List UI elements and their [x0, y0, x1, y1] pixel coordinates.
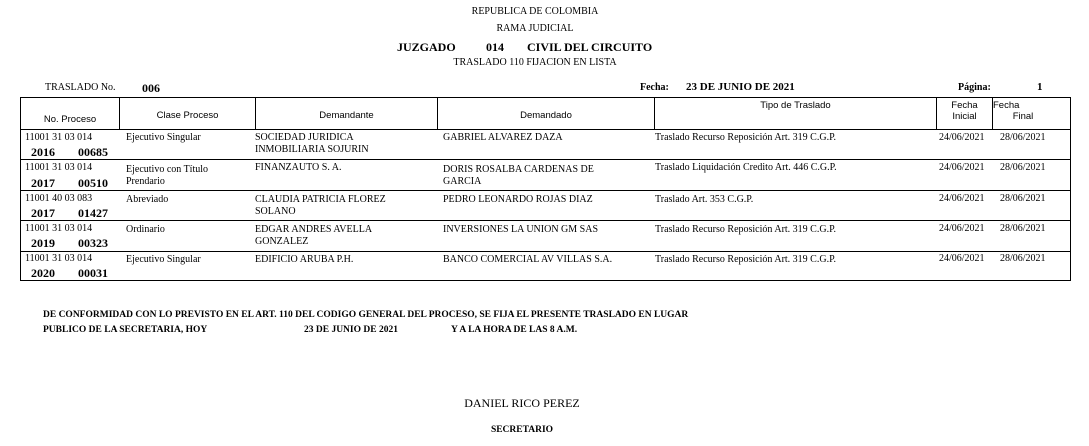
signer-name: DANIEL RICO PEREZ — [464, 396, 580, 410]
header-subtitle: TRASLADO 110 FIJACION EN LISTA — [453, 57, 617, 68]
pagina-value: 1 — [1037, 81, 1043, 93]
row-demandado: PEDRO LEONARDO ROJAS DIAZ — [443, 194, 593, 205]
publico-text: PUBLICO DE LA SECRETARIA, HOY — [43, 325, 208, 335]
header-fecha-final-2: Final — [1012, 111, 1034, 122]
row-year: 2020 — [31, 266, 55, 280]
juzgado-type: CIVIL DEL CIRCUITO — [527, 40, 653, 54]
row-fecha-inicial: 24/06/2021 — [939, 162, 985, 173]
traslado-table — [20, 97, 1071, 281]
juzgado-label: JUZGADO — [397, 40, 456, 54]
header-demandado: Demandado — [520, 110, 572, 121]
row-fecha-inicial: 24/06/2021 — [939, 132, 985, 143]
conformidad-text: DE CONFORMIDAD CON LO PREVISTO EN EL ART. 110 DEL CODIGO GENERAL DEL PROCESO, SE FIJA EL PRESENTE TRASLADO EN LUGAR — [43, 310, 689, 320]
row-demandante: EDGAR ANDRES AVELLA — [255, 224, 373, 235]
row-code: 11001 31 03 014 — [25, 253, 93, 264]
row-code: 11001 31 03 014 — [25, 223, 93, 234]
row-clase: Ejecutivo con Título — [126, 164, 209, 175]
row-demandante: CLAUDIA PATRICIA FLOREZ — [255, 194, 386, 205]
publico-hora: Y A LA HORA DE LAS 8 A.M. — [451, 325, 578, 335]
pagina-label: Página: — [958, 82, 991, 93]
header-fecha-inicial-2: Inicial — [952, 111, 977, 122]
header-clase-proceso: Clase Proceso — [156, 110, 219, 121]
row-tipo-traslado: Traslado Recurso Reposición Art. 319 C.G.P. — [655, 132, 837, 143]
header-fecha-inicial-1: Fecha — [951, 100, 978, 111]
row-demandante: FINANZAUTO S. A. — [255, 162, 342, 173]
row-tipo-traslado: Traslado Liquidación Credito Art. 446 C.G.P. — [655, 162, 837, 173]
row-clase: Ordinario — [126, 224, 165, 235]
signer-title: SECRETARIO — [490, 425, 554, 435]
row-number: 00510 — [78, 176, 108, 190]
row-year: 2016 — [31, 145, 55, 159]
row-number: 00685 — [78, 145, 108, 159]
row-demandante: SOCIEDAD JURIDICA — [255, 132, 354, 143]
publico-date: 23 DE JUNIO DE 2021 — [304, 325, 398, 335]
row-fecha-final: 28/06/2021 — [1000, 162, 1046, 173]
header-fecha-final-1: Fecha — [993, 100, 1020, 111]
row-fecha-inicial: 24/06/2021 — [939, 253, 985, 264]
row-year: 2017 — [31, 206, 55, 220]
row-demandado: INVERSIONES LA UNION GM SAS — [443, 224, 599, 235]
row-fecha-final: 28/06/2021 — [1000, 193, 1046, 204]
header-rama-judicial: RAMA JUDICIAL — [496, 23, 574, 34]
header-demandante: Demandante — [319, 110, 374, 121]
row-code: 11001 31 03 014 — [25, 132, 93, 143]
header-republica: REPUBLICA DE COLOMBIA — [471, 6, 599, 17]
row-number: 00031 — [78, 266, 108, 280]
juzgado-number: 014 — [486, 40, 504, 54]
row-demandado: DORIS ROSALBA CARDENAS DE — [443, 164, 594, 175]
header-no-proceso: No. Proceso — [43, 114, 97, 125]
row-code: 11001 40 03 083 — [25, 193, 93, 204]
row-demandante-2: SOLANO — [255, 206, 296, 217]
row-code: 11001 31 03 014 — [25, 162, 93, 173]
row-demandado-2: GARCIA — [443, 176, 482, 187]
row-number: 00323 — [78, 236, 108, 250]
row-fecha-final: 28/06/2021 — [1000, 132, 1046, 143]
traslado-label: TRASLADO No. — [45, 82, 116, 93]
row-fecha-final: 28/06/2021 — [1000, 223, 1046, 234]
row-fecha-inicial: 24/06/2021 — [939, 193, 985, 204]
row-year: 2019 — [31, 236, 55, 250]
row-demandado: GABRIEL ALVAREZ DAZA — [443, 132, 563, 143]
row-demandante: EDIFICIO ARUBA P.H. — [255, 254, 354, 265]
row-tipo-traslado: Traslado Recurso Reposición Art. 319 C.G.P. — [655, 224, 837, 235]
row-year: 2017 — [31, 176, 55, 190]
fecha-value: 23 DE JUNIO DE 2021 — [686, 81, 795, 93]
fecha-label: Fecha: — [640, 82, 669, 93]
row-tipo-traslado: Traslado Recurso Reposición Art. 319 C.G.P. — [655, 254, 837, 265]
row-clase: Ejecutivo Singular — [126, 254, 201, 265]
row-number: 01427 — [78, 206, 108, 220]
traslado-number: 006 — [142, 81, 160, 95]
row-demandado: BANCO COMERCIAL AV VILLAS S.A. — [443, 254, 613, 265]
row-demandante-2: GONZALEZ — [255, 236, 309, 247]
header-tipo-traslado: Tipo de Traslado — [760, 100, 831, 111]
row-fecha-inicial: 24/06/2021 — [939, 223, 985, 234]
row-clase: Ejecutivo Singular — [126, 132, 201, 143]
row-fecha-final: 28/06/2021 — [1000, 253, 1046, 264]
row-clase: Abreviado — [126, 194, 169, 205]
row-clase-2: Prendario — [126, 176, 165, 187]
row-tipo-traslado: Traslado Art. 353 C.G.P. — [655, 194, 754, 205]
row-demandante-2: INMOBILIARIA SOJURIN — [255, 144, 369, 155]
